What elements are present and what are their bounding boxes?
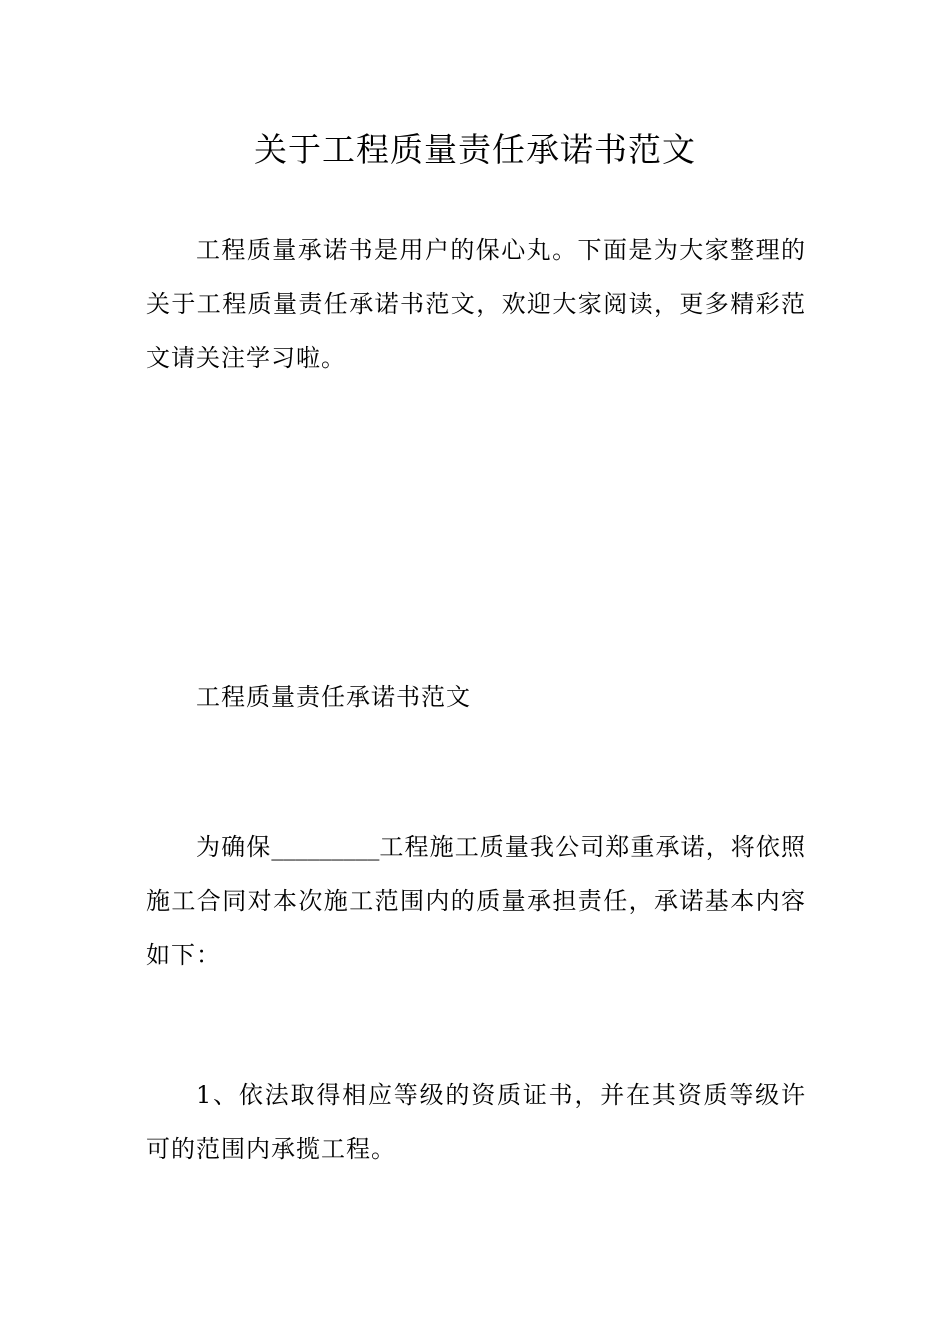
commitment-paragraph [146, 820, 806, 982]
intro-paragraph: 工程质量承诺书是用户的保心丸。下面是为大家整理的关于工程质量责任承诺书范文，欢迎大家阅读，更多精彩范文请关注学习啦。 [146, 236, 806, 372]
section-subtitle: 工程质量责任承诺书范文 [196, 683, 471, 711]
project-name-blank: _________ [271, 833, 380, 861]
commitment-text: 工程施工质量我公司郑重承诺，将依照施工合同对本次施工范围内的质量承担责任，承诺基本内容如下： [146, 833, 807, 969]
commitment-prefix: 为确保 [196, 833, 272, 861]
document-title: 关于工程质量责任承诺书范文 [254, 130, 696, 169]
list-item: 1、依法取得相应等级的资质证书，并在其资质等级许可的范围内承揽工程。 [146, 1081, 806, 1163]
